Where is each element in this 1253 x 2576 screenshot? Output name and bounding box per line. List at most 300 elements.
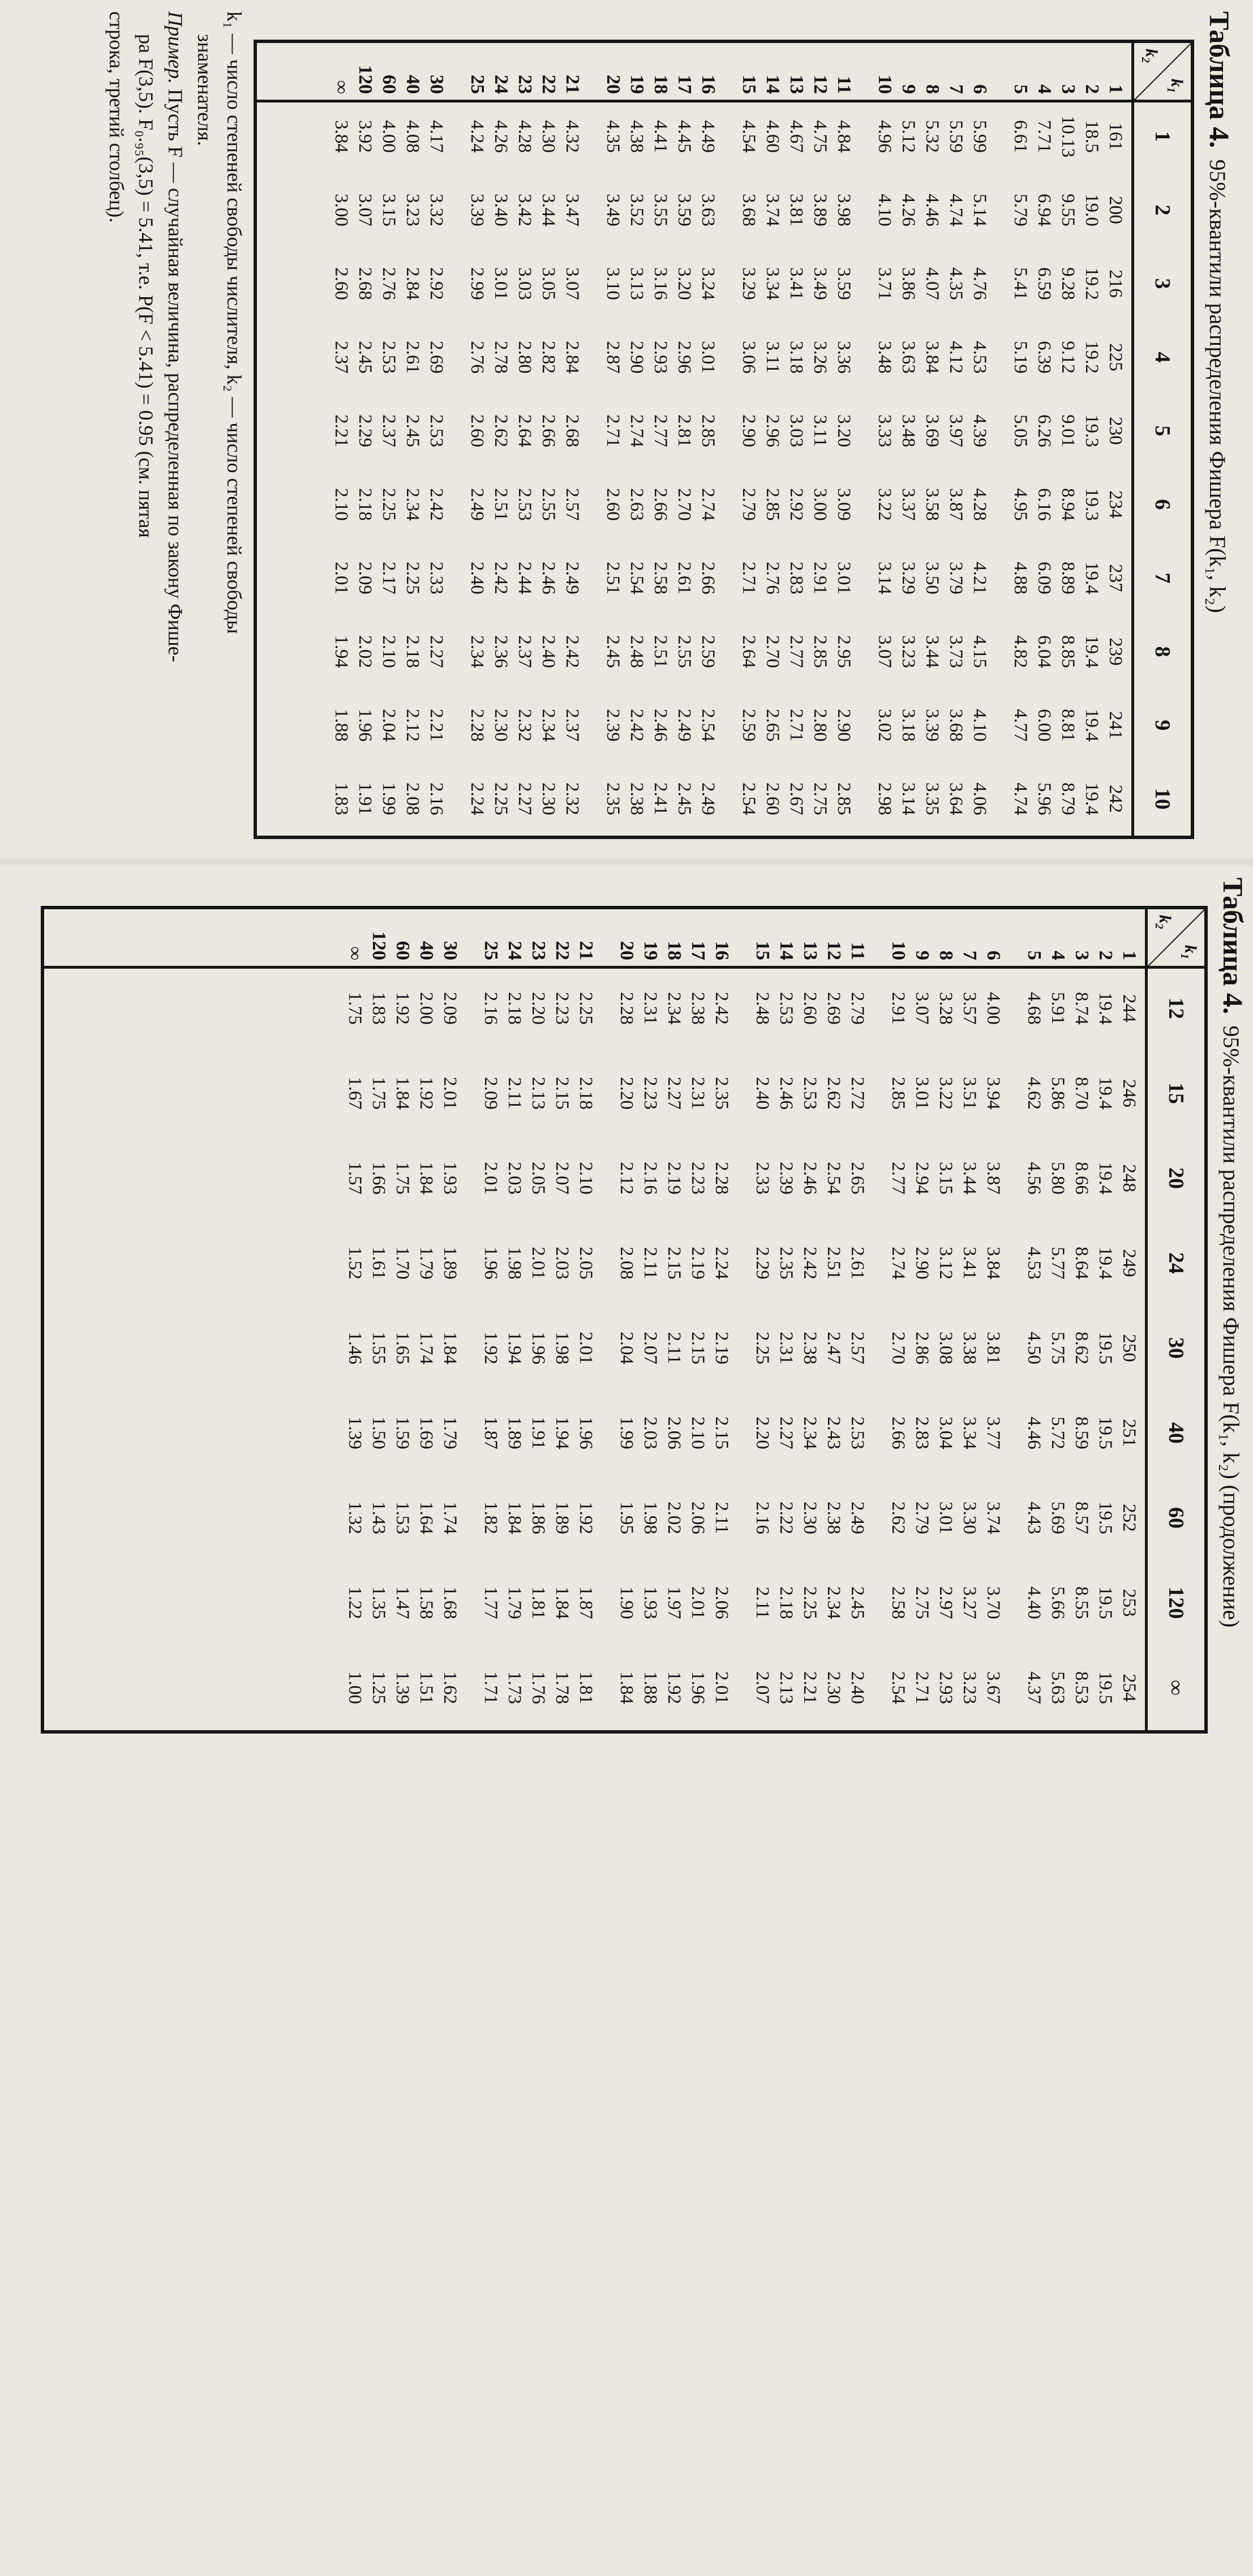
k2-value: 20 xyxy=(603,75,624,94)
table-cell: 2.90 xyxy=(834,709,854,742)
column-header: 20 xyxy=(1164,1167,1188,1189)
column-header: 30 xyxy=(1164,1337,1188,1359)
table-cell: 2.44 xyxy=(514,562,535,594)
table-cell: 2.20 xyxy=(616,1077,637,1110)
table-cell: 2.01 xyxy=(331,562,351,594)
table-cell: 19.4 xyxy=(1095,1247,1115,1280)
row-header xyxy=(1024,909,1044,966)
table-cell: 2.33 xyxy=(426,562,447,594)
table-row xyxy=(650,100,671,836)
k2-value: 15 xyxy=(739,75,759,94)
table-cell: 2.87 xyxy=(603,341,623,374)
table-cell: 1.39 xyxy=(345,1417,365,1449)
row-header xyxy=(538,43,559,100)
table-cell: 2.83 xyxy=(912,1417,932,1449)
table-cell: 4.88 xyxy=(1010,562,1031,594)
table-caption xyxy=(1213,878,1253,1628)
table-cell: 2.93 xyxy=(936,1671,956,1704)
table-cell: 8.59 xyxy=(1071,1417,1092,1449)
column-header: 12 xyxy=(1164,998,1188,1019)
table-cell: 3.23 xyxy=(402,194,423,226)
row-header xyxy=(626,43,647,100)
table-cell: 2.18 xyxy=(504,992,525,1025)
table-cell: 1.75 xyxy=(392,1162,413,1195)
table-cell: 1.82 xyxy=(480,1501,501,1534)
table-cell: 19.4 xyxy=(1082,635,1102,668)
k2-value: 60 xyxy=(379,75,400,94)
table-cell: 2.37 xyxy=(514,635,535,668)
table-cell: 2.15 xyxy=(711,1417,732,1449)
table-cell: 1.79 xyxy=(440,1417,460,1449)
table-cell: 1.22 xyxy=(345,1586,365,1619)
footnote-line: k₁ — число степеней свободы числителя, k₂ — число степеней свободы xyxy=(223,11,246,634)
table-cell: 5.66 xyxy=(1048,1586,1068,1619)
k2-value: 12 xyxy=(810,75,831,94)
table-cell: 2.86 xyxy=(912,1332,932,1364)
table-cell: 4.46 xyxy=(1024,1417,1044,1449)
k2-value: 14 xyxy=(762,75,783,94)
table-cell: 2.54 xyxy=(739,782,759,815)
corner-k2: $k_2$ xyxy=(1153,915,1174,929)
table-cell: 2.25 xyxy=(752,1332,773,1364)
column-header: 5 xyxy=(1151,425,1174,437)
table-cell: 2.24 xyxy=(711,1247,732,1280)
table-cell: 2.70 xyxy=(674,488,694,521)
table-cell: 4.43 xyxy=(1024,1501,1044,1534)
table-cell: 2.85 xyxy=(698,414,718,447)
table-row xyxy=(538,100,559,836)
table-cell: 1.69 xyxy=(416,1417,436,1449)
row-header xyxy=(440,909,460,966)
k2-value: 5 xyxy=(1024,951,1045,960)
table-cell: 1.57 xyxy=(345,1162,365,1195)
table-cell: 8.53 xyxy=(1071,1671,1092,1704)
table-cell: 1.66 xyxy=(368,1162,389,1195)
table-row xyxy=(640,966,660,1730)
table-cell: 3.79 xyxy=(946,562,966,594)
table-cell: 3.84 xyxy=(331,120,351,153)
table-cell: 2.01 xyxy=(711,1671,732,1704)
row-header xyxy=(969,43,990,100)
corner-k2: $k_2$ xyxy=(1139,49,1161,63)
row-header xyxy=(664,909,684,966)
table-cell: 2.19 xyxy=(664,1162,684,1195)
table-row xyxy=(674,100,694,836)
table-cell: 3.07 xyxy=(562,267,582,300)
table-cell: 2.80 xyxy=(514,341,535,374)
table-cell: 4.35 xyxy=(603,120,623,153)
table-row xyxy=(1010,100,1031,836)
table-cell: 2.02 xyxy=(664,1501,684,1534)
table-cell: 2.71 xyxy=(603,414,623,447)
table-cell: 8.57 xyxy=(1071,1501,1092,1534)
table-cell: 3.02 xyxy=(874,709,895,742)
table-row xyxy=(959,966,980,1730)
table-row xyxy=(983,966,1003,1730)
table-cell: 5.91 xyxy=(1048,992,1068,1025)
table-row xyxy=(847,966,868,1730)
table-cell: 2.96 xyxy=(674,341,694,374)
table-cell: 1.98 xyxy=(552,1332,572,1364)
k2-value: 17 xyxy=(688,941,709,960)
column-headers xyxy=(1148,966,1204,1730)
table-cell: 8.79 xyxy=(1058,782,1078,815)
table-cell: 3.41 xyxy=(959,1247,980,1280)
table-cell: 2.42 xyxy=(800,1247,820,1280)
row-header xyxy=(912,909,932,966)
table-cell: 6.61 xyxy=(1010,120,1031,153)
table-cell: 5.99 xyxy=(969,120,990,153)
table-cell: 2.00 xyxy=(416,992,436,1025)
table-cell: 3.74 xyxy=(983,1501,1003,1534)
table-cell: 4.39 xyxy=(969,414,990,447)
table-cell: 19.5 xyxy=(1095,1586,1115,1619)
table-cell: 3.81 xyxy=(983,1332,1003,1364)
table-cell: 2.74 xyxy=(626,414,647,447)
table-cell: 2.31 xyxy=(688,1077,708,1110)
table-cell: 5.59 xyxy=(946,120,966,153)
table-cell: 1.71 xyxy=(480,1671,501,1704)
table-cell: 3.04 xyxy=(936,1417,956,1449)
k2-value: 25 xyxy=(480,941,501,960)
table-cell: 2.09 xyxy=(480,1077,501,1110)
table-cell: 3.57 xyxy=(959,992,980,1025)
table-cell: 2.71 xyxy=(739,562,759,594)
table-row xyxy=(402,100,423,836)
table-cell: 6.26 xyxy=(1034,414,1054,447)
table-cell: 4.24 xyxy=(467,120,487,153)
table-cell: 2.21 xyxy=(331,414,351,447)
table-cell: 4.67 xyxy=(786,120,806,153)
table-cell: 2.34 xyxy=(467,635,487,668)
table-cell: 3.01 xyxy=(698,341,718,374)
table-cell: 2.91 xyxy=(810,562,830,594)
table-cell: 2.79 xyxy=(912,1501,932,1534)
table-row xyxy=(688,966,708,1730)
table-cell: 1.64 xyxy=(416,1501,436,1534)
table-cell: 5.69 xyxy=(1048,1501,1068,1534)
k2-value: ∞ xyxy=(331,80,352,94)
row-header xyxy=(847,909,868,966)
table-cell: 225 xyxy=(1105,343,1126,371)
table-cell: 19.5 xyxy=(1095,1417,1115,1449)
table-cell: 1.46 xyxy=(345,1332,365,1364)
table-cell: 3.71 xyxy=(874,267,895,300)
row-header xyxy=(467,43,487,100)
table-row xyxy=(467,100,487,836)
table-row xyxy=(969,100,990,836)
column-header: 6 xyxy=(1151,499,1174,510)
row-header xyxy=(698,43,718,100)
table-cell: 253 xyxy=(1119,1589,1139,1617)
table-cell: 2.07 xyxy=(552,1162,572,1195)
table-cell: 2.38 xyxy=(688,992,708,1025)
table-cell: 5.75 xyxy=(1048,1332,1068,1364)
column-header: 8 xyxy=(1151,646,1174,657)
table-cell: 4.26 xyxy=(898,194,919,226)
table-cell: 2.60 xyxy=(467,414,487,447)
table-cell: 3.00 xyxy=(331,194,351,226)
table-cell: 2.94 xyxy=(912,1162,932,1195)
table-cell: 2.45 xyxy=(674,782,694,815)
table-cell: 1.67 xyxy=(345,1077,365,1110)
table-cell: 1.77 xyxy=(480,1586,501,1619)
row-header xyxy=(800,909,820,966)
table-cell: 3.73 xyxy=(946,635,966,668)
table-cell: 2.90 xyxy=(912,1247,932,1280)
k2-value: 4 xyxy=(1048,951,1069,960)
column-header: 120 xyxy=(1164,1586,1188,1619)
table-cell: 2.09 xyxy=(355,562,375,594)
table-cell: 2.29 xyxy=(355,414,375,447)
table-cell: 3.89 xyxy=(810,194,830,226)
table-cell: 2.49 xyxy=(847,1501,868,1534)
table-cell: 1.94 xyxy=(331,635,351,668)
table-cell: 3.03 xyxy=(514,267,535,300)
table-cell: 2.20 xyxy=(752,1417,773,1449)
k2-value: 2 xyxy=(1082,84,1102,94)
table-row xyxy=(698,100,718,836)
table-cell: 3.40 xyxy=(491,194,511,226)
table-cell: 1.74 xyxy=(440,1501,460,1534)
table-cell: 1.47 xyxy=(392,1586,413,1619)
table-cell: 2.95 xyxy=(834,635,854,668)
table-cell: 2.60 xyxy=(603,488,623,521)
table-cell: 2.62 xyxy=(888,1501,908,1534)
table-cell: 2.53 xyxy=(379,341,399,374)
table-cell: 3.11 xyxy=(762,341,783,374)
k2-value: 21 xyxy=(576,941,597,960)
table-cell: 246 xyxy=(1119,1079,1139,1107)
table-cell: 4.10 xyxy=(969,709,990,742)
table-cell: 3.67 xyxy=(983,1671,1003,1704)
table-cell: 2.25 xyxy=(402,562,423,594)
table-cell: 2.16 xyxy=(752,1501,773,1534)
table-cell: 250 xyxy=(1119,1334,1139,1362)
k2-value: 8 xyxy=(936,951,956,960)
table-cell: 2.06 xyxy=(688,1501,708,1534)
table-cell: 2.15 xyxy=(664,1247,684,1280)
k2-value: 6 xyxy=(983,951,1004,960)
table-cell: 4.60 xyxy=(762,120,783,153)
table-cell: 2.06 xyxy=(664,1417,684,1449)
table-cell: 8.55 xyxy=(1071,1586,1092,1619)
table-cell: 3.49 xyxy=(810,267,830,300)
table-cell: 237 xyxy=(1105,564,1126,592)
table-cell: 2.28 xyxy=(616,992,637,1025)
table-cell: 2.30 xyxy=(538,782,559,815)
fisher-table xyxy=(254,40,1194,839)
table-cell: 3.41 xyxy=(786,267,806,300)
table-cell: 2.25 xyxy=(491,782,511,815)
table-cell: 1.65 xyxy=(392,1332,413,1364)
table-cell: 2.90 xyxy=(626,341,647,374)
row-header xyxy=(823,909,844,966)
table-cell: 3.23 xyxy=(898,635,919,668)
table-cell: 2.35 xyxy=(603,782,623,815)
table-cell: 2.61 xyxy=(847,1247,868,1280)
k2-value: 3 xyxy=(1071,951,1092,960)
table-cell: 1.87 xyxy=(576,1586,596,1619)
table-cell: 2.30 xyxy=(800,1501,820,1534)
table-cell: 1.96 xyxy=(528,1332,548,1364)
k2-value: 21 xyxy=(562,75,583,94)
table-cell: 2.60 xyxy=(331,267,351,300)
k2-value: 15 xyxy=(752,941,773,960)
row-header xyxy=(959,909,980,966)
table-cell: 2.08 xyxy=(402,782,423,815)
table-cell: 1.92 xyxy=(576,1501,596,1534)
table-cell: 1.96 xyxy=(480,1247,501,1280)
table-cell: 3.48 xyxy=(874,341,895,374)
table-cell: 1.89 xyxy=(552,1501,572,1534)
table-cell: 2.06 xyxy=(711,1586,732,1619)
table-cell: 3.34 xyxy=(959,1417,980,1449)
table-cell: 2.58 xyxy=(650,562,671,594)
table-cell: 2.11 xyxy=(711,1501,732,1534)
table-cell: 2.28 xyxy=(467,709,487,742)
table-cell: 2.42 xyxy=(426,488,447,521)
table-cell: 9.28 xyxy=(1058,267,1078,300)
table-cell: 4.00 xyxy=(983,992,1003,1025)
table-cell: 3.32 xyxy=(426,194,447,226)
table-cell: 3.01 xyxy=(491,267,511,300)
table-cell: 4.84 xyxy=(834,120,854,153)
table-cell: 2.19 xyxy=(711,1332,732,1364)
row-header xyxy=(603,43,623,100)
table-cell: 19.4 xyxy=(1082,709,1102,742)
table-cell: 2.76 xyxy=(467,341,487,374)
table-cell: 2.13 xyxy=(528,1077,548,1110)
k2-value: 1 xyxy=(1119,951,1140,960)
table-cell: 1.84 xyxy=(440,1332,460,1364)
table-row xyxy=(528,966,548,1730)
row-header xyxy=(936,909,956,966)
table-cell: 249 xyxy=(1119,1249,1139,1277)
column-header: ∞ xyxy=(1164,1680,1188,1696)
table-cell: 2.81 xyxy=(674,414,694,447)
row-header xyxy=(922,43,942,100)
k2-value: 30 xyxy=(440,941,461,960)
table-row xyxy=(752,966,773,1730)
k2-value: 18 xyxy=(664,941,685,960)
k2-value: 2 xyxy=(1095,951,1116,960)
table-cell: 8.85 xyxy=(1058,635,1078,668)
table-cell: 1.35 xyxy=(368,1586,389,1619)
table-cell: 1.55 xyxy=(368,1332,389,1364)
table-cell: 2.74 xyxy=(698,488,718,521)
table-cell: 2.43 xyxy=(823,1417,844,1449)
table-caption xyxy=(1200,11,1239,613)
table-cell: 3.97 xyxy=(946,414,966,447)
table-cell: 3.24 xyxy=(698,267,718,300)
table-cell: 19.3 xyxy=(1082,488,1102,521)
table-cell: 234 xyxy=(1105,490,1126,519)
table-cell: 2.34 xyxy=(538,709,559,742)
row-header xyxy=(762,43,783,100)
table-cell: 1.97 xyxy=(664,1586,684,1619)
table-cell: 2.46 xyxy=(800,1162,820,1195)
table-cell: 3.07 xyxy=(912,992,932,1025)
table-cell: 2.13 xyxy=(776,1671,796,1704)
table-cell: 1.88 xyxy=(331,709,351,742)
column-headers xyxy=(1134,100,1191,836)
k2-value: 22 xyxy=(538,75,559,94)
row-header xyxy=(1058,43,1078,100)
table-cell: 4.38 xyxy=(626,120,647,153)
table-cell: 2.96 xyxy=(762,414,783,447)
table-cell: 2.63 xyxy=(626,488,647,521)
table-cell: 2.62 xyxy=(823,1077,844,1110)
row-header xyxy=(752,909,773,966)
table-row xyxy=(922,100,942,836)
table-row xyxy=(491,100,511,836)
table-cell: 2.03 xyxy=(552,1247,572,1280)
k2-value: 1 xyxy=(1105,84,1126,94)
table-cell: 1.87 xyxy=(480,1417,501,1449)
table-cell: 3.18 xyxy=(786,341,806,374)
table-cell: 2.61 xyxy=(674,562,694,594)
table-cell: 3.07 xyxy=(874,635,895,668)
k2-value: 8 xyxy=(922,84,943,94)
footnote xyxy=(102,11,249,849)
table-cell: 3.68 xyxy=(946,709,966,742)
page-bottom xyxy=(0,878,1253,2576)
table-cell: 2.23 xyxy=(688,1162,708,1195)
table-row xyxy=(1119,966,1139,1730)
table-cell: 2.41 xyxy=(650,782,671,815)
column-header: 3 xyxy=(1151,278,1174,289)
table-cell: 1.94 xyxy=(552,1417,572,1449)
caption-label: Таблица 4. xyxy=(1217,878,1249,1015)
table-cell: 2.75 xyxy=(912,1586,932,1619)
table-cell: 3.44 xyxy=(538,194,559,226)
table-cell: 242 xyxy=(1105,785,1126,813)
table-cell: 2.70 xyxy=(762,635,783,668)
table-cell: 1.53 xyxy=(392,1501,413,1534)
table-cell: 3.92 xyxy=(355,120,375,153)
k2-value: 19 xyxy=(640,941,661,960)
table-cell: 2.65 xyxy=(762,709,783,742)
table-cell: 8.66 xyxy=(1071,1162,1092,1195)
table-cell: 3.26 xyxy=(810,341,830,374)
table-cell: 2.75 xyxy=(810,782,830,815)
table-cell: 2.01 xyxy=(576,1332,596,1364)
row-headers xyxy=(44,909,1145,969)
table-cell: 2.77 xyxy=(650,414,671,447)
table-cell: 2.45 xyxy=(355,341,375,374)
table-cell: 1.81 xyxy=(528,1586,548,1619)
k2-value: 5 xyxy=(1010,84,1031,94)
column-header: 60 xyxy=(1164,1507,1188,1529)
table-cell: 3.06 xyxy=(739,341,759,374)
table-row xyxy=(331,100,351,836)
table-cell: 2.29 xyxy=(752,1247,773,1280)
footnote-line: знаменателя. xyxy=(194,34,216,146)
table-cell: 19.4 xyxy=(1082,782,1102,815)
table-cell: 2.39 xyxy=(603,709,623,742)
table-cell: 1.73 xyxy=(504,1671,525,1704)
table-cell: 2.55 xyxy=(674,635,694,668)
table-row xyxy=(345,966,365,1730)
column-header: 4 xyxy=(1151,352,1174,363)
table-cell: 3.87 xyxy=(983,1162,1003,1195)
row-header xyxy=(834,43,854,100)
table-cell: 2.58 xyxy=(888,1586,908,1619)
table-cell: 4.41 xyxy=(650,120,671,153)
table-cell: 5.63 xyxy=(1048,1671,1068,1704)
table-cell: 2.03 xyxy=(504,1162,525,1195)
